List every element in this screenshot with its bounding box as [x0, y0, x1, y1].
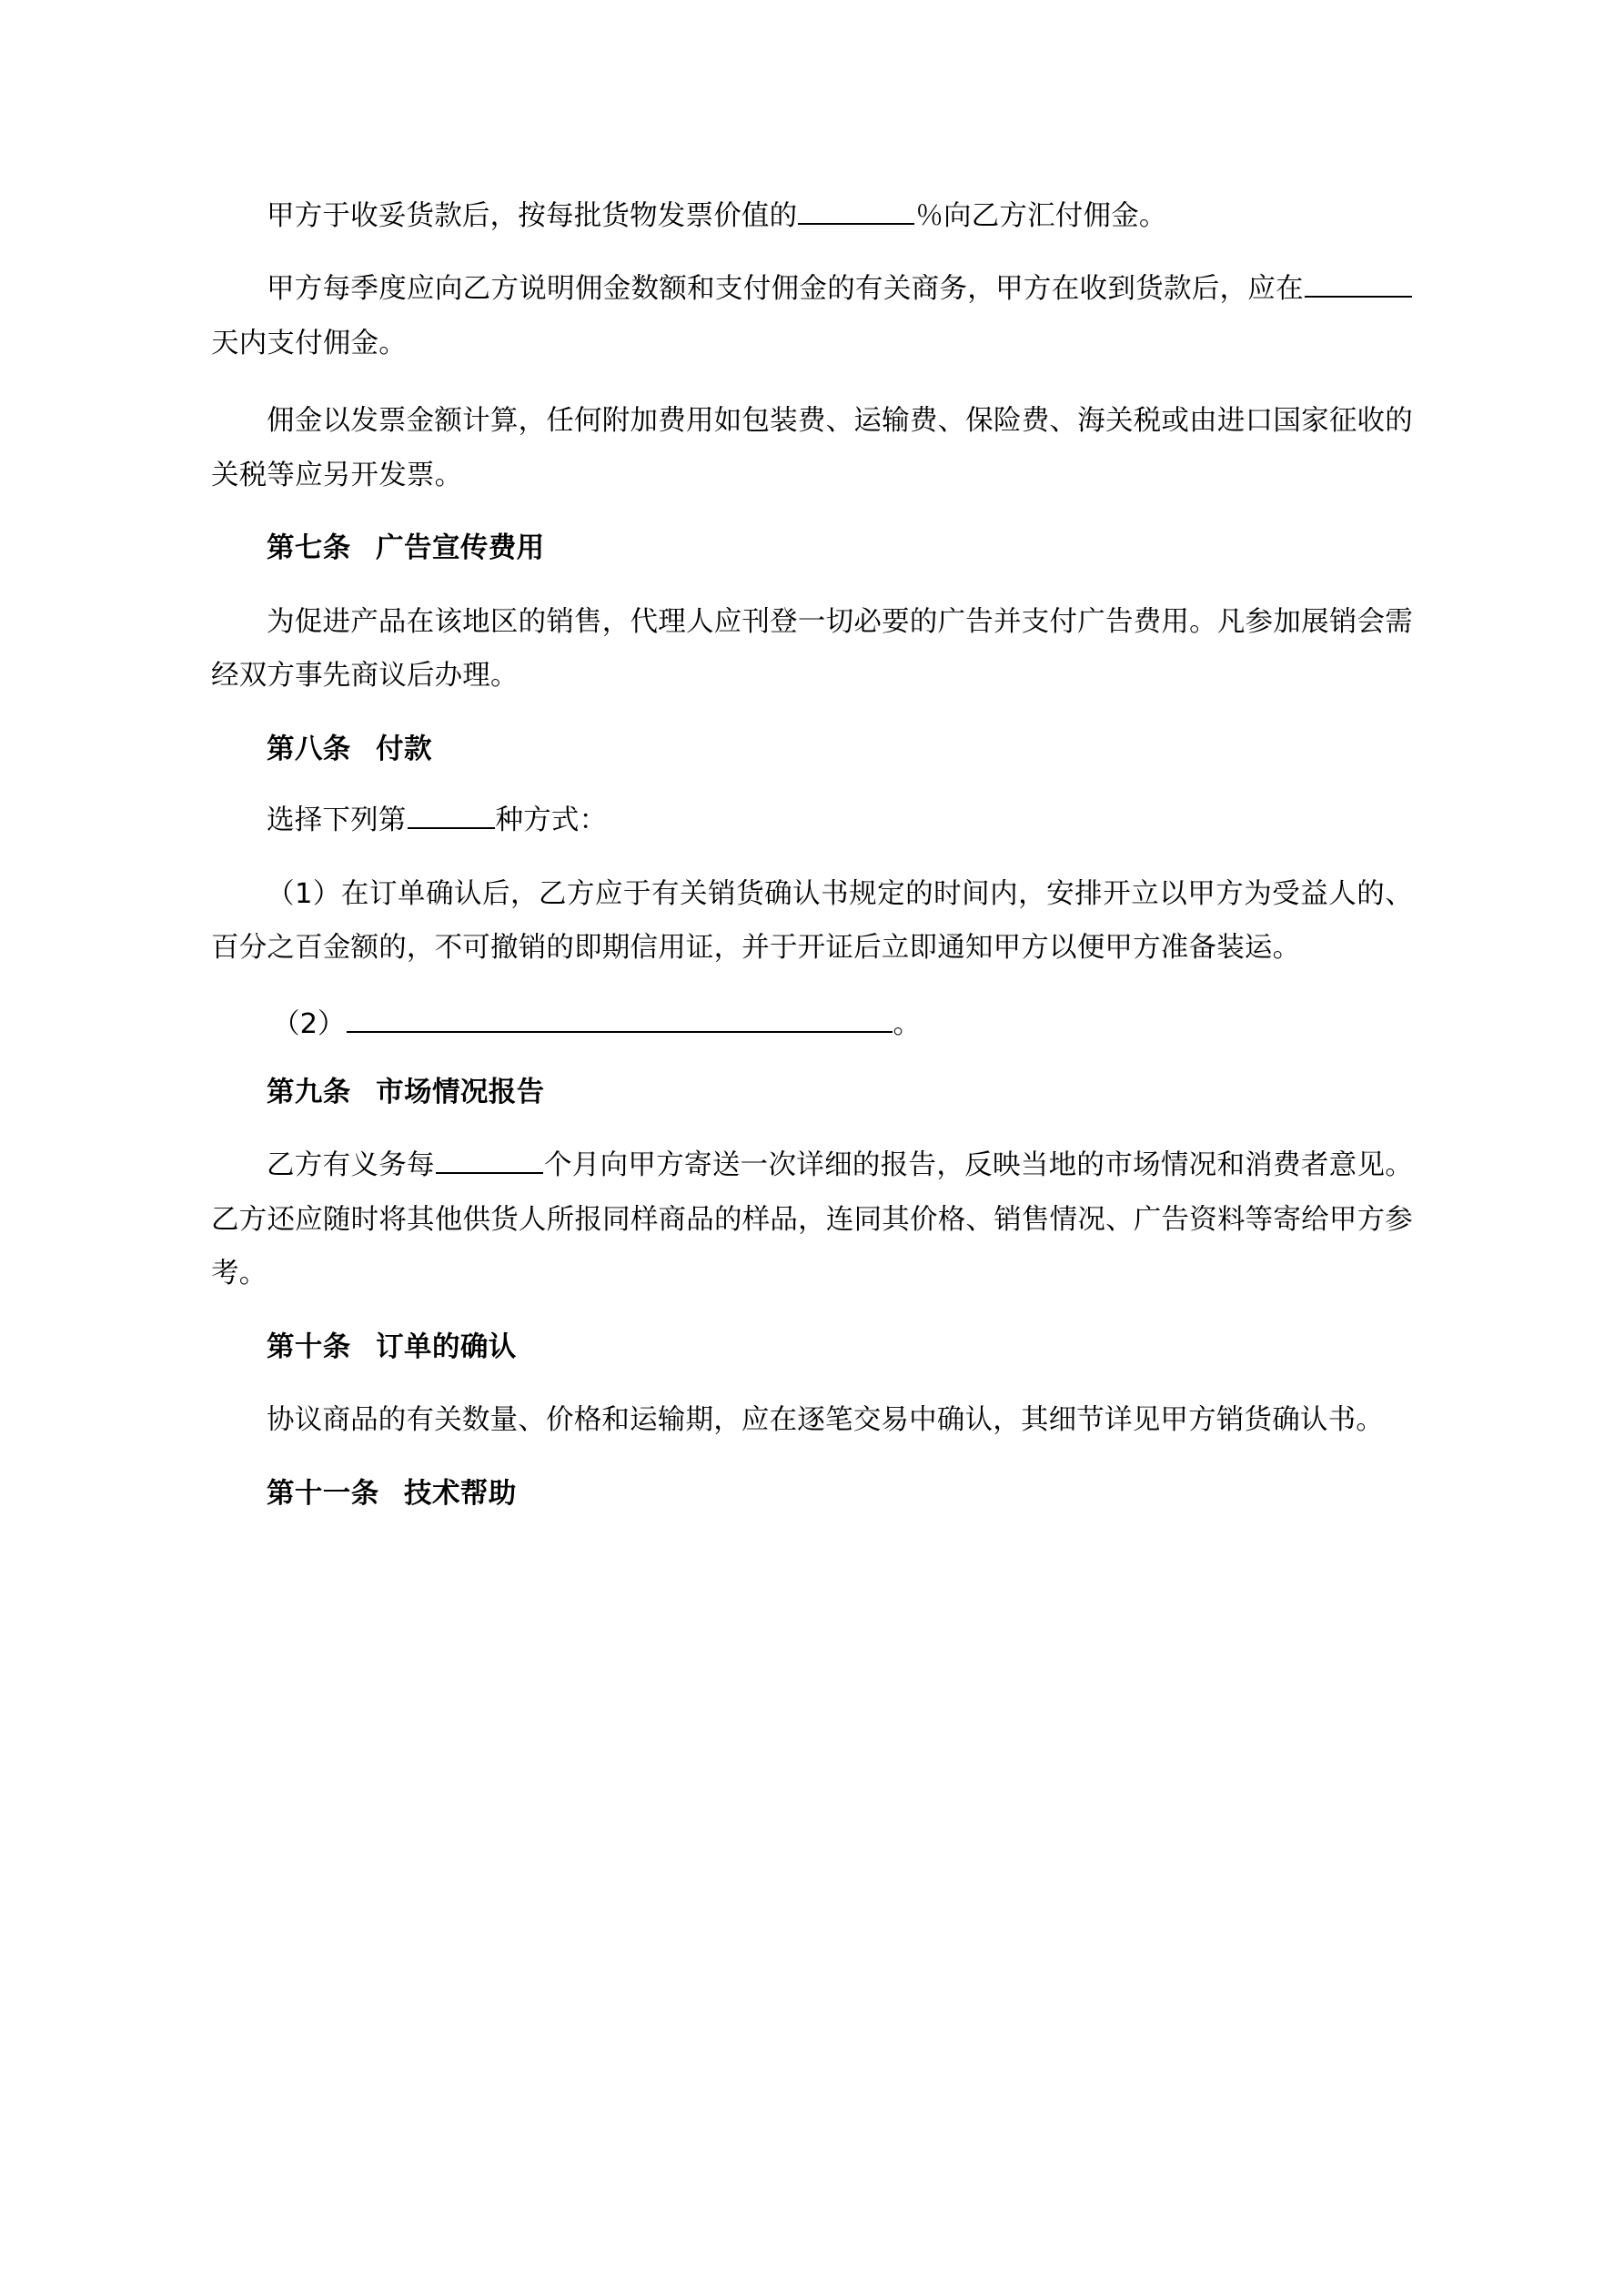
- text-run: 甲方每季度应向乙方说明佣金数额和支付佣金的有关商务，甲方在收到货款后，应在: [267, 273, 1304, 306]
- fill-in-blank[interactable]: [798, 191, 914, 225]
- document-body: [211, 191, 1413, 1516]
- commission-remit: [211, 191, 1413, 238]
- text-run: 佣金以发票金额计算，任何附加费用如包装费、运输费、保险费、海关税或由进口国家征收的关税等应另开发票。: [211, 405, 1413, 491]
- text-run: 第九条: [267, 1076, 351, 1108]
- fill-in-blank[interactable]: [347, 999, 893, 1033]
- commission-invoice: [211, 394, 1413, 502]
- text-run: ％向乙方汇付佣金。: [915, 200, 1167, 233]
- text-run: 第十条: [267, 1330, 351, 1363]
- article-8-item-1: [211, 867, 1413, 976]
- text-run: 技术帮助: [404, 1477, 517, 1510]
- article-8-item-2: [211, 999, 1413, 1047]
- text-run: 付款: [376, 733, 432, 765]
- article-11-title: [211, 1472, 1413, 1516]
- text-run: 第十一条: [267, 1477, 379, 1510]
- text-run: 种方式：: [495, 804, 608, 837]
- fill-in-blank[interactable]: [1305, 264, 1412, 298]
- text-run: 天内支付佣金。: [211, 327, 407, 359]
- article-9-body: [211, 1138, 1413, 1300]
- article-9-title: [211, 1070, 1413, 1115]
- text-run: 甲方于收妥货款后，按每批货物发票价值的: [267, 200, 798, 233]
- article-7-body: [211, 595, 1413, 703]
- article-7-title: [211, 526, 1413, 571]
- article-8-choose: [211, 795, 1413, 843]
- text-run: 协议商品的有关数量、价格和运输期，应在逐笔交易中确认，其细节详见甲方销货确认书。: [267, 1404, 1384, 1437]
- fill-in-blank[interactable]: [408, 795, 495, 829]
- text-run: 选择下列第: [267, 804, 407, 837]
- text-run: 乙方有义务每: [267, 1149, 435, 1182]
- text-run: 第七条: [267, 532, 351, 565]
- text-run: 广告宣传费用: [376, 532, 545, 565]
- article-8-title: [211, 727, 1413, 772]
- text-run: 。: [893, 1007, 921, 1040]
- text-run: 第八条: [267, 733, 351, 765]
- text-run: 订单的确认: [376, 1330, 517, 1363]
- text-run: （2）: [272, 1007, 346, 1040]
- article-10-body: [211, 1393, 1413, 1447]
- article-10-title: [211, 1325, 1413, 1370]
- commission-quarterly: [211, 262, 1413, 370]
- text-run: 为促进产品在该地区的销售，代理人应刊登一切必要的广告并支付广告费用。凡参加展销会需经双方事先商议后办理。: [211, 605, 1413, 693]
- text-run: 市场情况报告: [376, 1076, 545, 1108]
- text-run: 个月向甲方寄送一次详细的报告，反映当地的市场情况和消费者意见。乙方还应随时将其他供货人所报同样商品的样品，连同其价格、销售情况、广告资料等寄给甲方参考。: [211, 1149, 1414, 1290]
- text-run: （1）在订单确认后，乙方应于有关销货确认书规定的时间内，安排开立以甲方为受益人的、百分之百金额的，不可撤销的即期信用证，并于开证后立即通知甲方以便甲方准备装运。: [211, 877, 1413, 965]
- fill-in-blank[interactable]: [436, 1140, 543, 1174]
